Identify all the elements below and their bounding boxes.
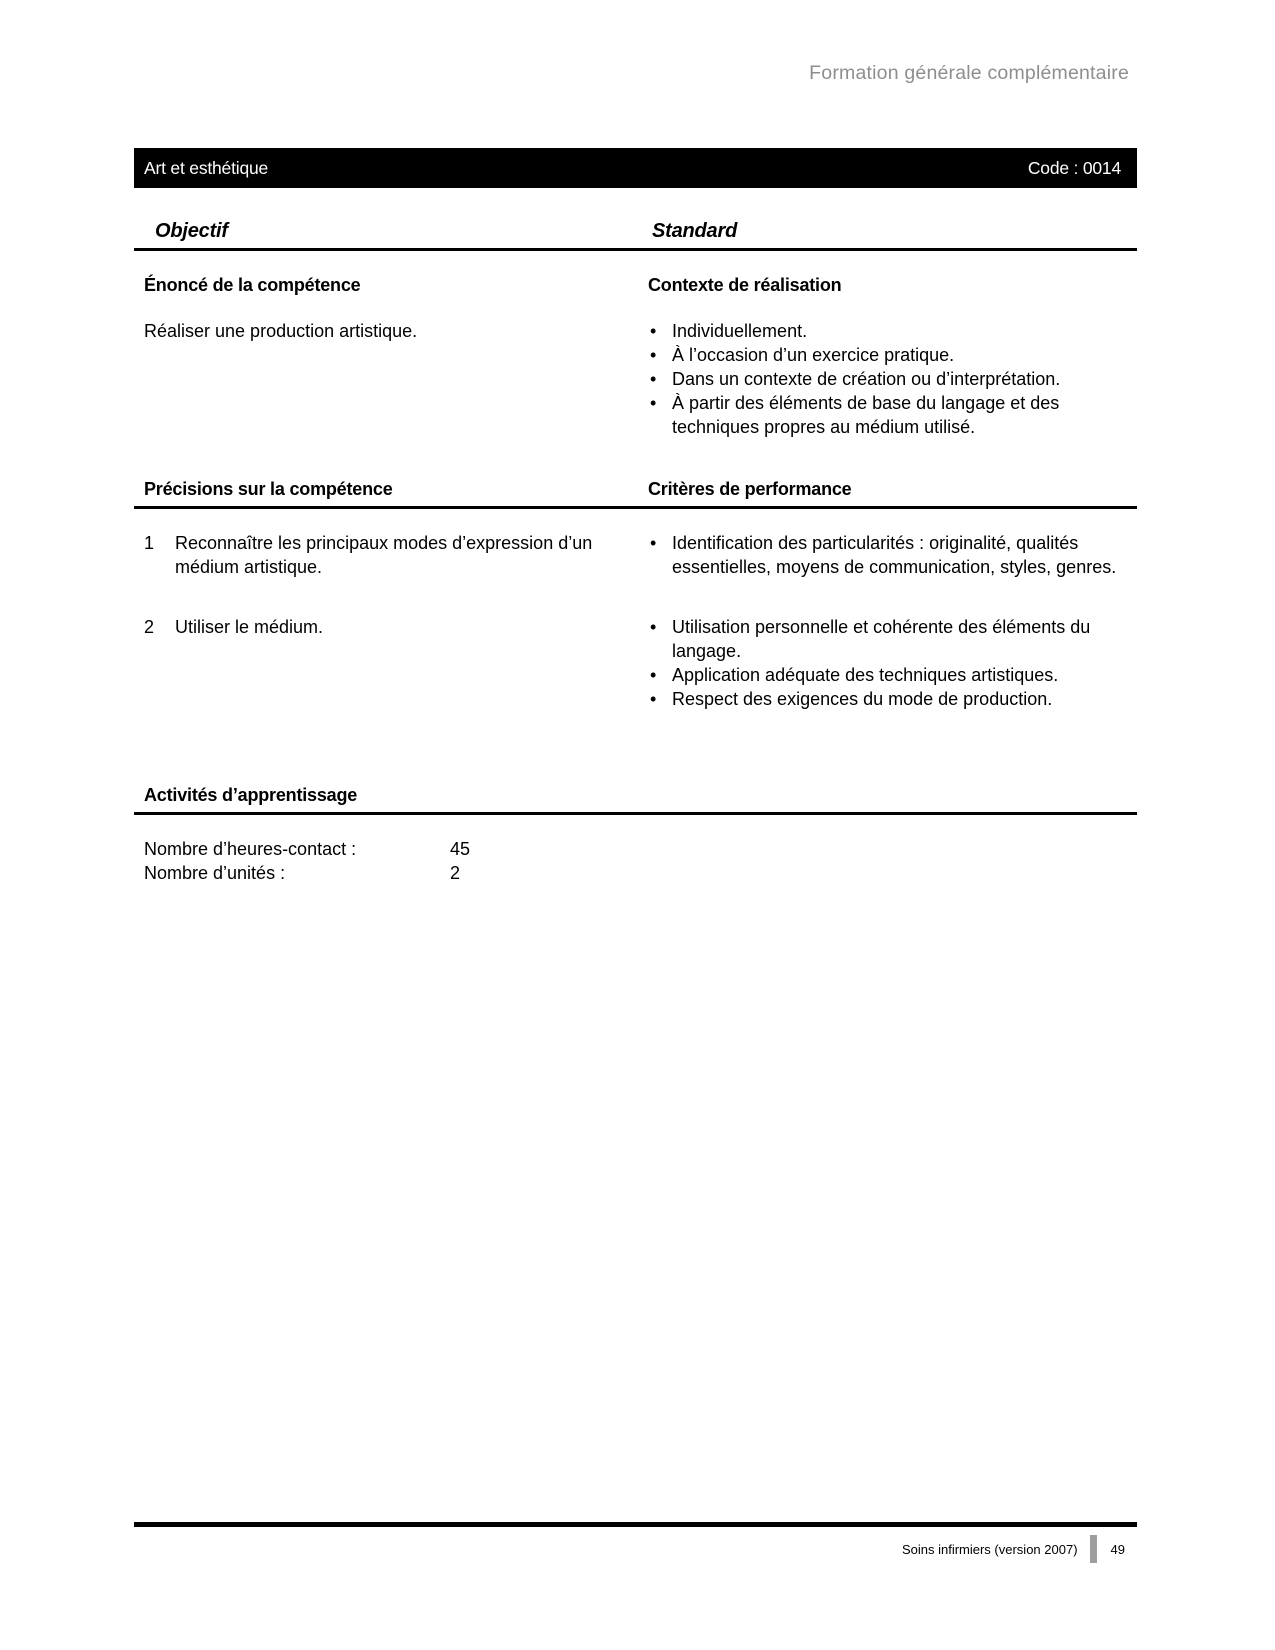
objectif-column-header: Objectif <box>155 220 228 242</box>
units-value: 2 <box>450 863 461 883</box>
footer-line <box>134 1535 1137 1563</box>
precision-critere-row-1 <box>134 531 1137 579</box>
precision-text: Utiliser le médium. <box>175 617 324 637</box>
contexte-bullet: • À partir des éléments de base du langage et des techniques propres au médium utilisé. <box>648 391 1137 439</box>
running-header: Formation générale complémentaire <box>809 62 1129 84</box>
footer-divider-bar <box>1090 1535 1097 1563</box>
activites-heading: Activités d’apprentissage <box>144 785 358 805</box>
activites-heading-row <box>134 783 1137 815</box>
contexte-bullet-list <box>648 319 1137 439</box>
section-code: Code : 0014 <box>1027 157 1121 178</box>
precision-item-1 <box>134 531 648 579</box>
criteres-heading: Critères de performance <box>648 479 852 499</box>
criteres-bullet-list-1 <box>648 531 1137 579</box>
enonce-contexte-row <box>134 319 1137 439</box>
subheading-row-2 <box>134 477 1137 509</box>
hours-block <box>134 837 1137 885</box>
main-content <box>134 188 1137 885</box>
standard-column-header: Standard <box>652 220 738 242</box>
critere-bullet: • Respect des exigences du mode de production. <box>648 687 1137 711</box>
footer-doc-label: Soins infirmiers (version 2007) <box>901 1541 1078 1557</box>
criteres-bullet-list-2 <box>648 615 1137 711</box>
contexte-cell <box>648 319 1137 439</box>
page-footer <box>134 1522 1137 1563</box>
contexte-bullet: • Dans un contexte de création ou d’interprétation. <box>648 367 1137 391</box>
criteres-cell-1 <box>648 531 1137 579</box>
hours-contact-row <box>144 837 1137 861</box>
footer-rule <box>134 1522 1137 1527</box>
hours-contact-value: 45 <box>450 839 471 859</box>
footer-page-number: 49 <box>1110 1541 1125 1557</box>
critere-bullet: • Utilisation personnelle et cohérente des éléments du langage. <box>648 615 1137 663</box>
hours-contact-label: Nombre d’heures-contact : <box>144 839 357 859</box>
precision-number: 2 <box>144 617 155 637</box>
precision-text: Reconnaître les principaux modes d’expression d’un médium artistique. <box>175 533 593 577</box>
critere-bullet: • Identification des particularités : originalité, qualités essentielles, moyens de communication, styles, genres. <box>648 531 1137 579</box>
competence-statement: Réaliser une production artistique. <box>144 321 418 341</box>
precision-critere-row-2 <box>134 615 1137 711</box>
enonce-heading: Énoncé de la compétence <box>144 275 361 295</box>
precision-number: 1 <box>144 533 155 553</box>
contexte-heading: Contexte de réalisation <box>648 275 842 295</box>
precision-item-2 <box>134 615 648 711</box>
precisions-heading: Précisions sur la compétence <box>144 479 393 499</box>
column-header-row <box>134 220 1137 251</box>
critere-bullet: • Application adéquate des techniques artistiques. <box>648 663 1137 687</box>
section-title: Art et esthétique <box>144 157 269 178</box>
section-title-bar <box>134 148 1137 188</box>
units-label: Nombre d’unités : <box>144 863 286 883</box>
criteres-cell-2 <box>648 615 1137 711</box>
units-row <box>144 861 1137 885</box>
contexte-bullet: • À l’occasion d’un exercice pratique. <box>648 343 1137 367</box>
subheading-row-1 <box>134 273 1137 297</box>
contexte-bullet: • Individuellement. <box>648 319 1137 343</box>
